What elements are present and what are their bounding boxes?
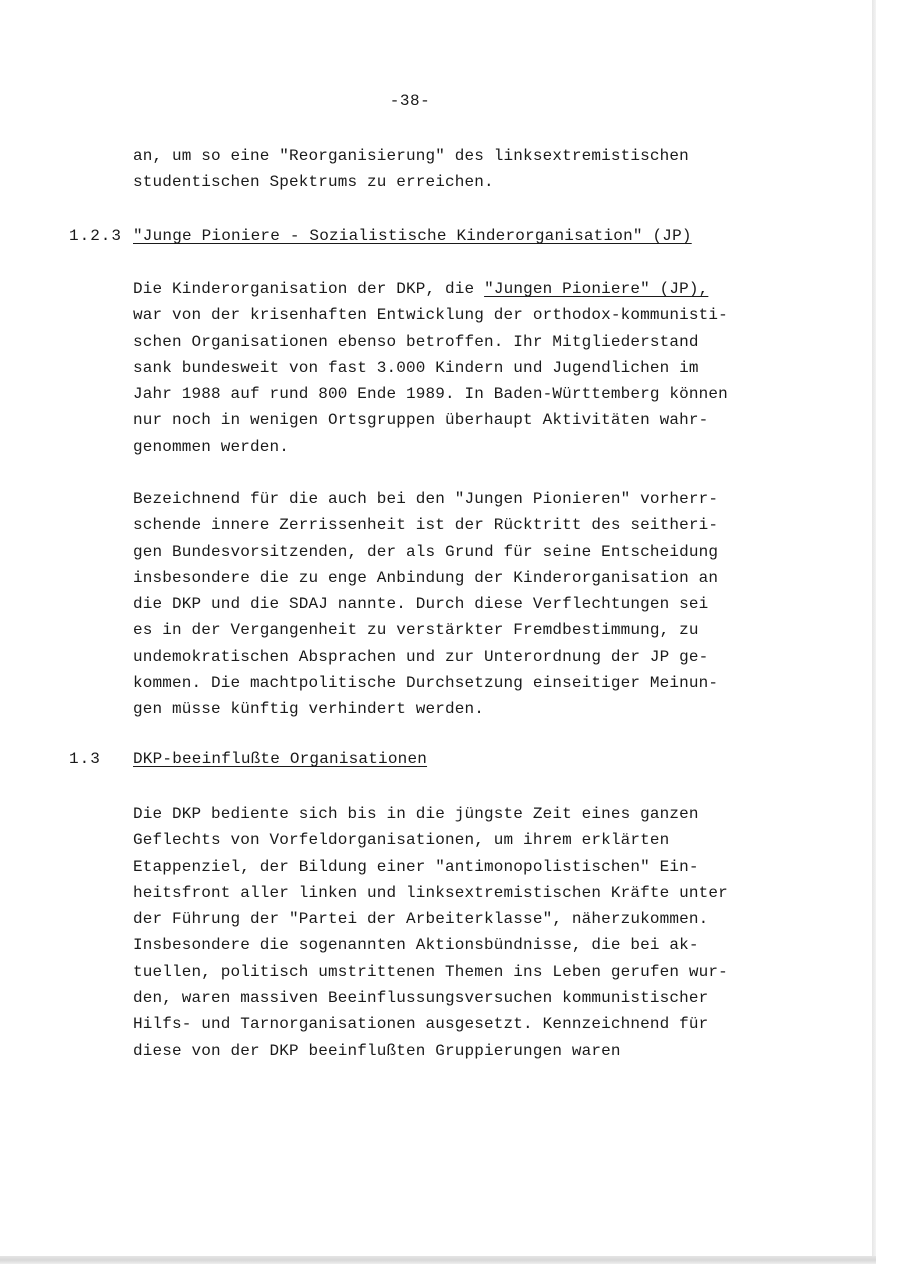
text-line: Hilfs- und Tarnorganisationen ausgesetzt. Kennzeichnend für [133,1015,709,1034]
text-line: an, um so eine "Reorganisierung" des linksextremistischen [133,147,689,165]
paragraph-intro [133,143,813,196]
text-line: nur noch in wenigen Ortsgruppen überhaupt Aktivitäten wahr- [133,411,709,430]
text-line-prefix: Die Kinderorganisation der DKP, die [133,280,485,298]
text-line: Bezeichnend für die auch bei den "Jungen Pionieren" vorherr- [133,490,719,508]
text-line: Insbesondere die sogenannten Aktionsbündnisse, die bei ak- [133,936,699,955]
text-line: insbesondere die zu enge Anbindung der Kinderorganisation an [133,568,719,587]
paragraph-junge-pioniere [133,276,813,460]
text-line: sank bundesweit von fast 3.000 Kindern und Jugendlichen im [133,358,699,377]
text-line: den, waren massiven Beeinflussungsversuchen kommunistischer [133,989,709,1008]
text-line: undemokratischen Absprachen und zur Unterordnung der JP ge- [133,647,709,666]
page-edge-shadow [872,0,876,1262]
section-title: DKP-beeinflußte Organisationen [133,750,428,768]
text-line: gen müsse künftig verhindert werden. [133,700,485,719]
text-line [133,276,813,302]
underlined-org-name: "Jungen Pioniere" (JP), [484,280,709,298]
text-line: kommen. Die machtpolitische Durchsetzung einseitiger Meinun- [133,674,719,693]
page-number: -38- [389,92,431,110]
text-line: Die DKP bediente sich bis in die jüngste Zeit eines ganzen [133,805,699,823]
text-line: schen Organisationen ebenso betroffen. Ihr Mitgliederstand [133,332,699,351]
text-line: die DKP und die SDAJ nannte. Durch diese Verflechtungen sei [133,595,709,614]
text-line: diese von der DKP beeinflußten Gruppierungen waren [133,1041,621,1060]
text-line: schende innere Zerrissenheit ist der Rücktritt des seitheri- [133,516,719,535]
text-line: der Führung der "Partei der Arbeiterklasse", näherzukommen. [133,910,709,929]
text-line: gen Bundesvorsitzenden, der als Grund für seine Entscheidung [133,542,719,561]
paragraph-ruecktritt [133,486,813,723]
text-line: studentischen Spektrums zu erreichen. [133,173,494,192]
section-number: 1.2.3 [69,227,123,245]
text-line: Etappenziel, der Bildung einer "antimonopolistischen" Ein- [133,857,699,876]
text-line: genommen werden. [133,437,290,456]
section-title: "Junge Pioniere - Sozialistische Kinderorganisation" (JP) [133,227,692,245]
text-line: heitsfront aller linken und linksextremistischen Kräfte unter [133,883,728,902]
text-line: es in der Vergangenheit zu verstärkter Fremdbestimmung, zu [133,621,699,640]
text-line: Geflechts von Vorfeldorganisationen, um ihrem erklärten [133,831,670,850]
text-line: Jahr 1988 auf rund 800 Ende 1989. In Baden-Württemberg können [133,385,728,404]
paragraph-dkp-beeinflusst [133,801,813,1064]
text-line: tuellen, politisch umstrittenen Themen ins Leben gerufen wur- [133,962,728,981]
page-bottom-shadow [0,1256,876,1264]
section-number: 1.3 [69,750,101,768]
text-line: war von der krisenhaften Entwicklung der orthodox-kommunisti- [133,306,728,325]
